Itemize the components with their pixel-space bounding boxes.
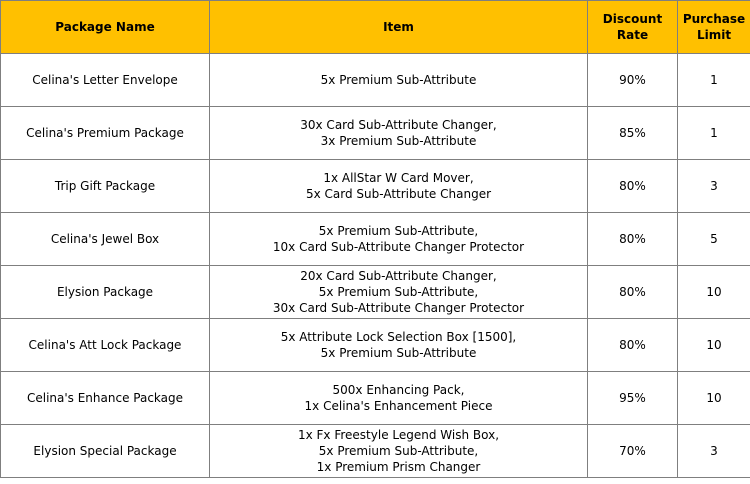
- item-line: 5x Premium Sub-Attribute,: [318, 444, 479, 458]
- purchase-limit-text: 5: [710, 232, 718, 246]
- item-line: 30x Card Sub-Attribute Changer Protector: [272, 301, 525, 315]
- discount-rate-cell: [588, 213, 678, 266]
- package-name-text: Celina's Enhance Package: [26, 391, 184, 405]
- package-name-cell: [1, 266, 210, 319]
- item-cell: [210, 372, 588, 425]
- package-name-text: Celina's Letter Envelope: [32, 73, 178, 87]
- discount-rate-text: 80%: [619, 285, 646, 299]
- package-name-cell: [1, 213, 210, 266]
- discount-rate-cell: [588, 266, 678, 319]
- discount-rate-text: 80%: [619, 338, 646, 352]
- header-purchase-limit-line: Purchase: [682, 12, 746, 26]
- item-line: 5x Attribute Lock Selection Box [1500],: [280, 330, 517, 344]
- discount-rate-cell: [588, 54, 678, 107]
- purchase-limit-cell: [678, 160, 750, 213]
- item-line: 5x Premium Sub-Attribute: [320, 73, 477, 87]
- item-line: 3x Premium Sub-Attribute: [320, 134, 477, 148]
- purchase-limit-cell: [678, 213, 750, 266]
- table-row: [1, 425, 750, 478]
- table-row: [1, 54, 750, 107]
- item-line: 5x Premium Sub-Attribute: [320, 346, 477, 360]
- table-header: [1, 1, 750, 54]
- item-cell: [210, 107, 588, 160]
- package-name-text: Celina's Jewel Box: [50, 232, 160, 246]
- package-name-text: Celina's Premium Package: [26, 126, 184, 140]
- discount-rate-text: 80%: [619, 179, 646, 193]
- item-line: 1x Fx Freestyle Legend Wish Box,: [297, 428, 500, 442]
- package-name-text: Trip Gift Package: [54, 179, 156, 193]
- discount-rate-cell: [588, 372, 678, 425]
- item-line: 1x Celina's Enhancement Piece: [304, 399, 493, 413]
- header-discount-rate-line: Discount: [602, 12, 663, 26]
- package-name-text: Elysion Special Package: [33, 444, 177, 458]
- purchase-limit-text: 3: [710, 179, 718, 193]
- purchase-limit-text: 10: [706, 338, 722, 352]
- discount-rate-cell: [588, 319, 678, 372]
- table-row: [1, 213, 750, 266]
- header-purchase-limit-line: Limit: [696, 28, 732, 42]
- table-body: [1, 54, 750, 478]
- purchase-limit-cell: [678, 319, 750, 372]
- purchase-limit-text: 1: [710, 73, 718, 87]
- header-row: [1, 1, 750, 54]
- package-name-cell: [1, 372, 210, 425]
- item-line: 5x Premium Sub-Attribute,: [318, 224, 479, 238]
- item-line: 30x Card Sub-Attribute Changer,: [300, 118, 497, 132]
- table-row: [1, 107, 750, 160]
- header-item-text: Item: [383, 20, 414, 34]
- package-name-cell: [1, 107, 210, 160]
- item-line: 5x Card Sub-Attribute Changer: [305, 187, 492, 201]
- discount-rate-cell: [588, 425, 678, 478]
- purchase-limit-text: 3: [710, 444, 718, 458]
- discount-rate-text: 80%: [619, 232, 646, 246]
- item-line: 1x Premium Prism Changer: [316, 460, 481, 474]
- header-package-name-text: Package Name: [55, 20, 155, 34]
- header-discount-rate-line: Rate: [616, 28, 649, 42]
- table-row: [1, 319, 750, 372]
- purchase-limit-text: 10: [706, 391, 722, 405]
- package-name-text: Elysion Package: [56, 285, 154, 299]
- package-name-cell: [1, 319, 210, 372]
- table-row: [1, 372, 750, 425]
- purchase-limit-cell: [678, 266, 750, 319]
- discount-rate-text: 95%: [619, 391, 646, 405]
- item-line: 1x AllStar W Card Mover,: [323, 171, 474, 185]
- package-name-cell: [1, 160, 210, 213]
- discount-rate-text: 70%: [619, 444, 646, 458]
- discount-rate-text: 85%: [619, 126, 646, 140]
- item-cell: [210, 319, 588, 372]
- item-cell: [210, 213, 588, 266]
- package-name-text: Celina's Att Lock Package: [28, 338, 182, 352]
- header-item: [210, 1, 588, 54]
- table-row: [1, 266, 750, 319]
- package-name-cell: [1, 425, 210, 478]
- header-package-name: [1, 1, 210, 54]
- package-name-cell: [1, 54, 210, 107]
- purchase-limit-cell: [678, 107, 750, 160]
- item-line: 20x Card Sub-Attribute Changer,: [300, 269, 497, 283]
- item-line: 500x Enhancing Pack,: [332, 383, 465, 397]
- item-cell: [210, 266, 588, 319]
- item-cell: [210, 54, 588, 107]
- purchase-limit-text: 1: [710, 126, 718, 140]
- item-line: 5x Premium Sub-Attribute,: [318, 285, 479, 299]
- purchase-limit-text: 10: [706, 285, 722, 299]
- purchase-limit-cell: [678, 425, 750, 478]
- item-cell: [210, 160, 588, 213]
- discount-rate-cell: [588, 107, 678, 160]
- purchase-limit-cell: [678, 372, 750, 425]
- item-line: 10x Card Sub-Attribute Changer Protector: [272, 240, 525, 254]
- discount-rate-cell: [588, 160, 678, 213]
- discount-rate-text: 90%: [619, 73, 646, 87]
- header-discount-rate: [588, 1, 678, 54]
- header-purchase-limit: [678, 1, 750, 54]
- table-row: [1, 160, 750, 213]
- item-cell: [210, 425, 588, 478]
- purchase-limit-cell: [678, 54, 750, 107]
